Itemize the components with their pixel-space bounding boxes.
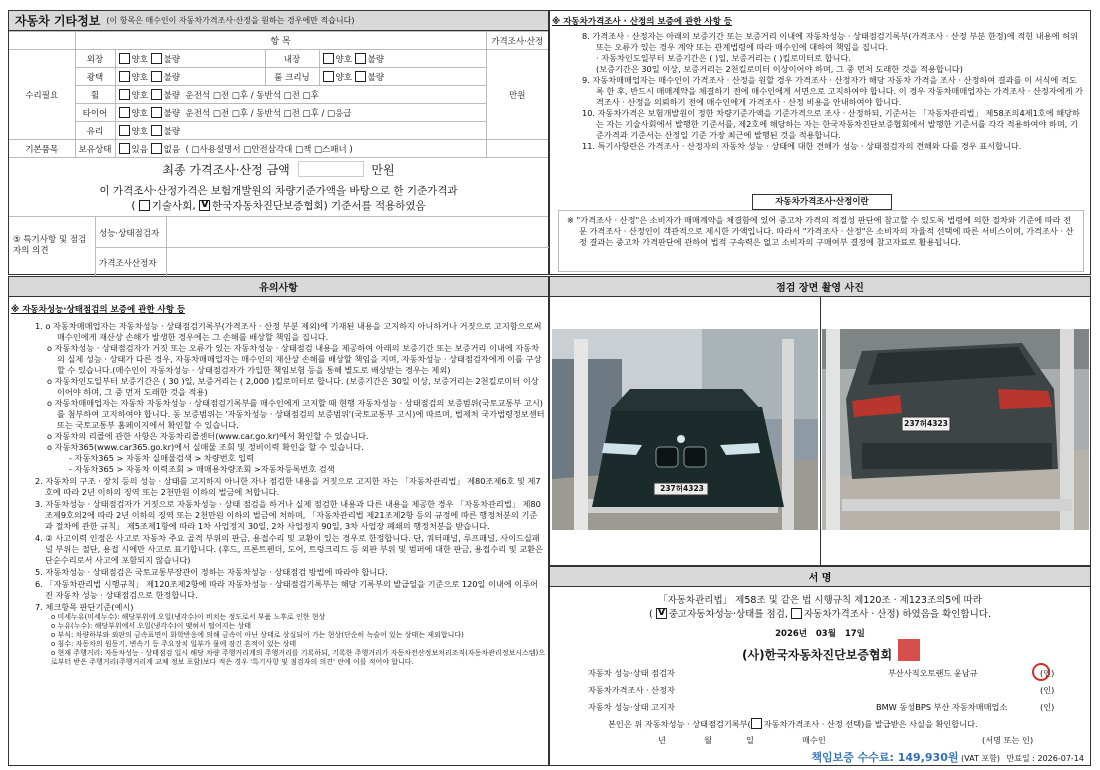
final-price-input[interactable]	[298, 161, 364, 177]
tire-positions: 운전석 □전 □후 / 동반석 □전 □후 / □응급	[185, 108, 352, 119]
checkbox[interactable]	[791, 608, 802, 619]
buyer-sign: (서명 또는 인)	[982, 735, 1034, 745]
checkbox[interactable]	[355, 53, 366, 64]
rear-photo-image	[822, 329, 1089, 530]
checkbox[interactable]	[119, 107, 130, 118]
inspector-opinion-field[interactable]	[169, 219, 547, 245]
checkbox[interactable]	[119, 71, 130, 82]
notice-item: - 자동차365 > 자동차 이력조회 > 매매용차량조회 >자동차등록번호 검색	[69, 464, 335, 474]
basic-status-label: 보유상태	[75, 140, 115, 158]
appraiser-label: 가격조사산정자	[99, 259, 157, 269]
checkbox[interactable]	[323, 71, 334, 82]
row-label: 유리	[75, 122, 115, 140]
notice-item: 2. 자동차의 구조 · 장치 등의 성능 · 상태를 고지하지 아니한 자나 점검한 내용을 거짓으로 고지한 자는 「자동차관리법」 제80조제6호 및 제7호에 따라 2년 이하의 징역 또는 2천만원 이하의 벌금에 처합니다.	[35, 476, 541, 497]
checkbox[interactable]	[151, 125, 162, 136]
price-column-header: 가격조사·산정	[486, 32, 548, 50]
interior-check[interactable]: 양호 불량	[319, 50, 486, 68]
warranty-item: · 자동차인도일부터 보증기간은 ( )일, 보증거리는 ( )킬로미터로 합니다.	[596, 53, 851, 63]
basis-line-1: 이 가격조사·산정가격은 보험개발원의 차량기준가액을 바탕으로 한 기준가격과	[99, 185, 458, 197]
fee-vat: (VAT 포함)	[961, 754, 1000, 763]
front-photo-image	[552, 329, 818, 530]
rear-plate: 237허4323	[904, 419, 948, 428]
issue-date: 2026년 03월 17일	[775, 629, 865, 639]
signer-row: 자동차 성능·상태 점검자 부산사직오토랜드 윤남규 (인)	[588, 668, 1055, 678]
inspector-seal	[1032, 663, 1050, 681]
notice-item: o 자동차의 리콜에 관한 사항은 자동차리콜센터(www.car.go.kr)에서 확인할 수 있습니다.	[47, 431, 369, 441]
notice-item: 3. 자동차성능 · 상태점검자가 거짓으로 자동차성능 · 상태 점검을 하거나 실제 점검한 내용과 다른 내용을 제공한 경우 「자동차관리법」 제80조제9호의2에 따라 2년 이하의 징역 또는 2천만원 이하의 벌금에 처하며, 「자동차관리법 제21조제2항 등의 규정에 따른 행정처분의 기준과 절차에 관한 규칙」 제5조제1항에 따라 1차 사업정지 30일, 2차 사업정지 90일, 3차 사업장 폐쇄의 행정처분을 받습니다.	[35, 499, 541, 531]
criteria-item: o 부식: 차량하부와 외판의 금속표면이 화학반응에 의해 금속이 아닌 상태로 상실되어 가는 현상(단순히 녹슬어 있는 상태는 제외합니다)	[51, 631, 464, 639]
notice-item: o 자동차인도일부터 보증기간은 ( 30 )일, 보증거리는 ( 2,000 )킬로미터로 합니다. (보증기간은 30일 이상, 보증거리는 2천킬로미터 이상이어야 하며, 그 중 먼저 도래한 것을 적용)	[47, 376, 539, 397]
item-column-header: 항 목	[75, 32, 486, 50]
sign-title: 서 명	[550, 567, 1090, 587]
notice-panel	[8, 276, 549, 766]
inspector-label: 성능·상태점검자	[99, 229, 160, 239]
wheel-check[interactable]: 양호 불량 운전석 □전 □후 / 동반석 □전 □후	[115, 86, 486, 104]
other-info-title: 자동차 기타정보	[15, 14, 101, 28]
notice-item: - 자동차365 > 자동차 실매물검색 > 차량번호 입력	[69, 453, 254, 463]
basic-items-label: 기본품목	[9, 140, 75, 158]
final-price-unit: 만원	[371, 163, 395, 177]
signer-row: 자동차가격조사 · 산정자 (인)	[588, 685, 1055, 695]
association-name: (사)한국자동차진단보증협회	[742, 648, 893, 662]
notice-item: o 자동차매매업자는 자동차 자동차성능 · 상태점검기록부를 매수인에게 고지할 때 현행 자동차성능 · 상태점검의 보증범위(국토교통부 고시)를 첨부하여 고지하여야 합니다. 동 보증범위는 '자동차성능 · 상태점검의 보증범위'(국토교통부 고시)에 따르며, 법제처 국가법령정보센터 또는 국토교통부 홈페이지에서 확인할 수 있습니다.	[47, 398, 545, 430]
notice-title: 유의사항	[9, 277, 548, 297]
criteria-item: o 누유(누수): 해당부위에서 오일(냉각수)이 맺혀서 떨어지는 상태	[51, 622, 251, 630]
wheel-positions: 운전석 □전 □후 / 동반석 □전 □후	[185, 90, 319, 101]
notice-body	[35, 321, 545, 667]
notice-item: o 자동차성능 · 상태점검자가 거짓 또는 오류가 있는 자동차성능 · 상태점검 내용을 제공하여 아래의 보증기간 또는 보증거리 이내에 자동차의 실제 성능 · 상태가 다른 경우, 자동차매매업자는 매수인의 재산상 손해를 배상할 책임을 지며, 자동차성능 · 상태점검자에게 이를 구상할 수 있습니다.(매수인이 자동차성능 · 상태점검자가 가입한 책임보험 등을 통해 별도로 배상받는 경우는 제외)	[47, 343, 542, 375]
warranty-heading: ※ 자동차가격조사 · 산정의 보증에 관한 사항 등	[552, 17, 733, 27]
exterior-check[interactable]: 양호 불량	[115, 50, 265, 68]
criteria-item: o 현재 주행거리: 자동차성능 · 상태점검 일시 해당 차량 주행거리계의 주행거리를 기록하되, 기록한 주행거리가 자동차전산정보처리조직(자동차관리정보시스템)으로부터 받은 주행거리(주행거리계 교체 정보 포함)보다 적은 경우 '특기사항 및 점검자의 의견' 란에 이를 적어야 합니다.	[51, 649, 545, 666]
notice-heading: ※ 자동차성능·상태점검의 보증에 관한 사항 등	[11, 305, 186, 315]
opinion-label: ⑤ 특기사항 및 점검자의 의견	[13, 235, 87, 256]
inspection-photo-front	[552, 329, 818, 530]
price-warranty-panel	[549, 10, 1091, 275]
association-seal	[898, 639, 920, 661]
checkbox-checked[interactable]	[199, 200, 210, 211]
checkbox[interactable]	[119, 125, 130, 136]
fee-line	[811, 749, 1084, 765]
row-label: 내장	[265, 50, 319, 68]
checkbox[interactable]	[151, 143, 162, 154]
price-unit: 만원	[486, 50, 548, 140]
row-label: 광택	[75, 68, 115, 86]
definition-title: 자동차가격조사·산정이란	[752, 194, 892, 210]
basis-line-2: ( 기술사회, V 한국자동차진단보증협회) 기준서를 적용하였음	[9, 198, 548, 213]
checkbox[interactable]	[119, 143, 130, 154]
final-price-label: 최종 가격조사·산정 금액	[162, 163, 290, 177]
notice-item: 1. o 자동차매매업자는 자동차성능 · 상태점검기록부(가격조사 · 산정 부분 제외)에 기재된 내용을 고지하지 아니하거나 거짓으로 고지함으로써 매수인에게 재산상 손해가 발생한 경우에는 그 손해를 배상할 책임을 집니다.	[35, 321, 542, 342]
checkbox[interactable]	[119, 89, 130, 100]
warranty-item: (보증기간은 30일 이상, 보증거리는 2천킬로미터 이상이어야 하며, 그 중 먼저 도래한 것을 적용합니다)	[596, 64, 963, 74]
notice-item: 6. 「자동차관리법 시행규칙」 제120조제2항에 따라 자동차성능 · 상태점검기록부는 해당 기록부의 발급일을 기준으로 120일 이내에 이루어진 자동차 성능 · 상태점검으로 한정합니다.	[35, 579, 539, 600]
signer-row: 자동차 성능·상태 고지자 BMW 동성BPS 부산 자동차매매업소 (인)	[588, 702, 1055, 712]
receipt-statement: 본인은 위 자동차성능 · 상태점검기록부( 자동차가격조사 · 산정 선택)를 발급받은 사실을 확인합니다.	[608, 719, 978, 729]
expire-date: 만료일 : 2026-07-14	[1006, 754, 1084, 763]
opinion-section	[9, 216, 548, 276]
definition-box	[558, 210, 1084, 272]
checkbox-checked[interactable]	[656, 608, 667, 619]
photo-panel	[549, 276, 1091, 566]
criteria-item: o 미세누유(미세누수): 해당부위에 오일(냉각수)이 비치는 정도로서 부품 노후로 인한 현상	[51, 613, 326, 621]
final-price-row	[9, 161, 548, 178]
sign-statement-2: ( V중고자동차성능·상태를 점검, 자동차가격조사 · 산정) 하였음을 확인합니다.	[550, 606, 1090, 620]
other-info-table	[9, 31, 548, 158]
notice-item: 4. ② 사고이력 인정은 사고로 자동차 주요 골격 부위의 판금, 용접수리 및 교환이 있는 경우로 한정합니다. 단, 쿼터패널, 루프패널, 사이드실패널 부위는 절단, 용접 시에만 사고로 표기합니다. (후드, 프론트펜더, 도어, 트렁크리드 등 외판 부위 및 범퍼에 대한 판금, 용접수리 및 교환은 단순수리로서 사고에 포함되지 않습니다)	[35, 533, 543, 565]
polish-check[interactable]: 양호 불량	[115, 68, 265, 86]
checkbox[interactable]	[151, 71, 162, 82]
warranty-item: 11. 특기사항란은 가격조사 · 산정자의 자동차 성능 · 상태에 대한 견해가 성능 · 상태점검자의 견해와 다를 경우 표시합니다.	[582, 141, 1022, 151]
other-info-header	[9, 11, 548, 31]
notice-item: o 자동차365(www.car365.go.kr)에서 실매물 조회 및 정비이력 확인을 할 수 있습니다.	[47, 442, 364, 452]
glass-check[interactable]: 양호 불량	[115, 122, 486, 140]
buyer-label: 매수인	[802, 735, 826, 745]
signature-panel	[549, 566, 1091, 766]
warranty-body	[582, 31, 1084, 152]
warranty-item: 10. 자동차가격은 보험개발원이 정한 차량기준가액을 기준가격으로 조사 · 산정하되, 기준서는 「자동차관리법」 제58조의4제1호에 해당하는 자는 기술사회에서 발행한 기준서를, 제2호에 해당하는 자는 한국자동차진단보증협회에서 발행한 기준서를 각각 적용하여야 하며, 기준가격과 기준서는 산정일 기준 가장 최근에 발행된 것을 적용합니다.	[582, 108, 1080, 140]
notice-item: 7. 체크항목 판단기준(예시)	[35, 602, 134, 612]
room-cleaning-check[interactable]: 양호 불량	[319, 68, 486, 86]
basic-items-check[interactable]: 있음 없음 ( □사용설명서 □안전삼각대 □잭 □스패너 )	[115, 140, 486, 158]
receipt-date: 년 월 일	[658, 735, 754, 745]
row-label: 외장	[75, 50, 115, 68]
warranty-item: 8. 가격조사 · 산정자는 아래의 보증기간 또는 보증거리 이내에 자동차성능 · 상태점검기록부(가격조사 · 산정 부분 한정)에 적힌 내용에 허위 또는 오류가 있는 경우 계약 또는 관계법령에 따라 매수인에 대하여 책임을 집니다.	[582, 31, 1078, 52]
row-label: 타이어	[75, 104, 115, 122]
checkbox[interactable]	[323, 53, 334, 64]
inspection-photo-rear	[822, 329, 1089, 530]
criteria-item: o 침수: 자동차의 원동기, 변속기 등 주요장치 일부가 물에 잠긴 흔적이 있는 상태	[51, 640, 297, 648]
row-label: 룸 크리닝	[265, 68, 319, 86]
front-plate: 237허4323	[660, 484, 704, 493]
checkbox[interactable]	[151, 107, 162, 118]
sign-statement-1: 「자동차관리법」 제58조 및 같은 법 시행규칙 제120조 · 제123조의5에 따라	[658, 595, 982, 606]
notice-item: 5. 자동차성능 · 상태점검은 국토교통부장관이 정하는 자동차성능 · 상태점검 방법에 따라야 합니다.	[35, 567, 388, 577]
other-info-note: (이 항목은 매수인이 자동차가격조사·산정을 원하는 경우에만 적습니다)	[106, 16, 355, 25]
basic-items-list: ( □사용설명서 □안전삼각대 □잭 □스패너 )	[185, 144, 353, 155]
definition-text: ※ "가격조사 · 산정"은 소비자가 매매계약을 체결함에 있어 중고차 가격의 적절성 판단에 참고할 수 있도록 법령에 의한 절차와 기준에 따라 전문 가격조사 · 산정인이 객관적으로 제시한 가액입니다. 따라서 "가격조사 · 산정"은 소비자의 자율적 선택에 따른 서비스이며, 가격조사 · 산정 결과는 중고차 가격판단에 관하여 법적 구속력은 없고 소비자의 구매여부 결정에 참고자료로 활용됩니다.	[567, 215, 1074, 247]
checkbox[interactable]	[751, 718, 762, 729]
warranty-item: 9. 자동차매매업자는 매수인이 가격조사 · 산정을 원할 경우 가격조사 · 산정자가 해당 자동차 가격을 조사 · 산정하여 결과를 이 서식에 적도록 한 후, 반드시 매매계약을 체결하기 전에 매수인에게 서면으로 고지하여야 합니다. 이 경우 자동차매매업자는 가격조사 · 산정자에게 가격조사 · 산정을 의뢰하기 전에 매수인에게 가격조사 · 산정 비용을 안내하여야 합니다.	[582, 75, 1084, 107]
fee-label: 책임보증 수수료: 149,930원	[811, 751, 959, 764]
checkbox[interactable]	[119, 53, 130, 64]
tire-check[interactable]: 양호 불량 운전석 □전 □후 / 동반석 □전 □후 / □응급	[115, 104, 486, 122]
repair-needed-label: 수리필요	[9, 50, 75, 140]
checkbox[interactable]	[139, 200, 150, 211]
photo-title: 점검 장면 촬영 사진	[550, 277, 1090, 297]
checkbox[interactable]	[151, 53, 162, 64]
appraiser-opinion-field[interactable]	[169, 249, 547, 275]
checkbox[interactable]	[355, 71, 366, 82]
other-info-panel	[8, 10, 549, 275]
row-label: 휠	[75, 86, 115, 104]
checkbox[interactable]	[151, 89, 162, 100]
